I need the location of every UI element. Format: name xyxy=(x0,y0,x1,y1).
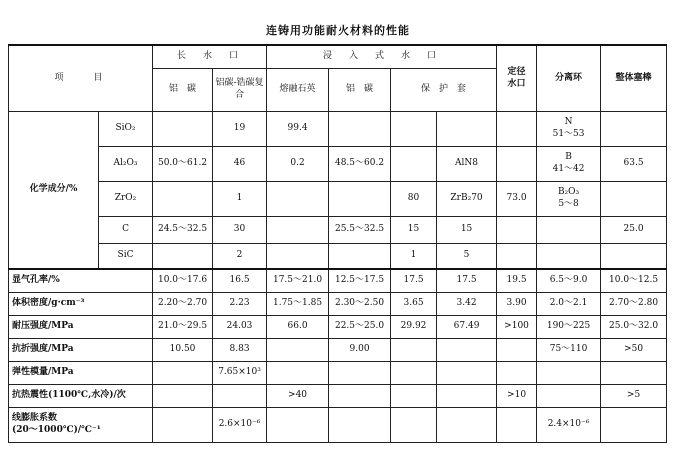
table-cell: 8.83 xyxy=(213,339,267,362)
header-sizing-nozzle-line1: 定径 xyxy=(507,66,526,77)
table-cell xyxy=(267,408,329,443)
table-cell xyxy=(437,112,497,147)
table-cell: 25.0 xyxy=(601,217,667,244)
table-cell: 0.2 xyxy=(267,147,329,182)
table-cell: 15 xyxy=(437,217,497,244)
table-cell xyxy=(329,112,391,147)
table-cell: 2.20～2.70 xyxy=(153,293,213,316)
table-cell xyxy=(213,385,267,408)
table-cell: >100 xyxy=(497,316,537,339)
table-cell: 29.92 xyxy=(391,316,437,339)
chem-component: ZrO₂ xyxy=(99,182,153,217)
table-cell xyxy=(391,339,437,362)
table-cell: 25.0～32.0 xyxy=(601,316,667,339)
table-cell xyxy=(267,217,329,244)
table-cell xyxy=(267,339,329,362)
table-cell: 12.5～17.5 xyxy=(329,269,391,293)
table-cell: 17.5 xyxy=(391,269,437,293)
table-cell xyxy=(601,408,667,443)
table-cell xyxy=(601,362,667,385)
table-cell xyxy=(601,244,667,270)
table-cell: ZrB₂70 xyxy=(437,182,497,217)
table-cell: 46 xyxy=(213,147,267,182)
table-cell: 2.0～2.1 xyxy=(537,293,601,316)
property-label: 抗热震性(1100℃,水冷)/次 xyxy=(9,385,153,408)
header-submerged-nozzle: 浸 入 式 水 口 xyxy=(267,45,497,69)
table-cell: 190～225 xyxy=(537,316,601,339)
table-row xyxy=(9,217,667,244)
table-cell: 3.42 xyxy=(437,293,497,316)
table-cell xyxy=(267,244,329,270)
property-label: 显气孔率/% xyxy=(9,269,153,293)
table-cell: 1 xyxy=(213,182,267,217)
table-cell xyxy=(391,112,437,147)
table-cell xyxy=(391,408,437,443)
table-cell xyxy=(437,408,497,443)
table-cell: 10.50 xyxy=(153,339,213,362)
table-row xyxy=(9,147,667,182)
property-label-line1: 线膨胀系数 xyxy=(12,413,58,424)
table-cell-line2: 5～8 xyxy=(558,199,579,209)
header-sub-protective-sleeve: 保 护 套 xyxy=(391,69,497,112)
table-cell: 2.4×10⁻⁶ xyxy=(537,408,601,443)
table-cell: >50 xyxy=(601,339,667,362)
table-cell: 10.0～17.6 xyxy=(153,269,213,293)
table-cell: AlN8 xyxy=(437,147,497,182)
table-cell: 99.4 xyxy=(267,112,329,147)
table-cell xyxy=(329,244,391,270)
table-cell: 63.5 xyxy=(601,147,667,182)
table-cell xyxy=(437,362,497,385)
table-row xyxy=(9,182,667,217)
table-cell xyxy=(537,147,601,182)
table-cell xyxy=(267,182,329,217)
table-row xyxy=(9,362,667,385)
table-cell: 75～110 xyxy=(537,339,601,362)
table-cell: >5 xyxy=(601,385,667,408)
table-cell xyxy=(537,244,601,270)
table-cell xyxy=(497,362,537,385)
table-cell: 6.5～9.0 xyxy=(537,269,601,293)
table-cell xyxy=(437,385,497,408)
table-cell xyxy=(329,182,391,217)
table-cell: 19 xyxy=(213,112,267,147)
table-cell xyxy=(601,112,667,147)
table-cell xyxy=(391,147,437,182)
table-row xyxy=(9,408,667,443)
table-cell xyxy=(497,244,537,270)
table-cell: 10.0～12.5 xyxy=(601,269,667,293)
table-cell: 17.5 xyxy=(437,269,497,293)
table-cell: 2 xyxy=(213,244,267,270)
table-cell: 9.00 xyxy=(329,339,391,362)
property-label-line2: (20～1000℃)/℃⁻¹ xyxy=(12,425,101,435)
table-cell xyxy=(497,112,537,147)
properties-table xyxy=(8,44,667,443)
table-cell xyxy=(267,362,329,385)
table-cell xyxy=(329,408,391,443)
table-cell-line1: N xyxy=(564,117,573,128)
table-cell-line2: 41～42 xyxy=(552,164,585,174)
table-cell xyxy=(537,362,601,385)
table-cell: 19.5 xyxy=(497,269,537,293)
table-cell xyxy=(497,339,537,362)
table-row xyxy=(9,112,667,147)
table-cell xyxy=(329,385,391,408)
table-cell xyxy=(153,112,213,147)
header-sizing-nozzle xyxy=(497,45,537,112)
table-cell xyxy=(537,182,601,217)
property-label: 抗折强度/MPa xyxy=(9,339,153,362)
table-cell: 73.0 xyxy=(497,182,537,217)
table-row xyxy=(9,385,667,408)
table-cell xyxy=(391,362,437,385)
table-cell xyxy=(153,385,213,408)
header-long-nozzle: 长 水 口 xyxy=(153,45,267,69)
header-sub-fused-silica: 熔融石英 xyxy=(267,69,329,112)
table-cell: 5 xyxy=(437,244,497,270)
chem-component: SiO₂ xyxy=(99,112,153,147)
header-separation-ring: 分离环 xyxy=(537,45,601,112)
table-cell xyxy=(537,112,601,147)
table-cell: 2.23 xyxy=(213,293,267,316)
table-cell: 1.75～1.85 xyxy=(267,293,329,316)
table-cell: >10 xyxy=(497,385,537,408)
table-cell: 25.5～32.5 xyxy=(329,217,391,244)
table-cell: 3.65 xyxy=(391,293,437,316)
table-cell: 48.5～60.2 xyxy=(329,147,391,182)
header-item: 项 目 xyxy=(9,45,153,112)
table-cell: 2.6×10⁻⁶ xyxy=(213,408,267,443)
chem-component: C xyxy=(99,217,153,244)
table-cell: >40 xyxy=(267,385,329,408)
property-label xyxy=(9,408,153,443)
table-cell: 3.90 xyxy=(497,293,537,316)
table-cell: 17.5～21.0 xyxy=(267,269,329,293)
table-cell xyxy=(537,385,601,408)
property-label: 弹性模量/MPa xyxy=(9,362,153,385)
table-cell xyxy=(497,147,537,182)
table-cell xyxy=(329,362,391,385)
table-cell xyxy=(601,182,667,217)
table-cell: 30 xyxy=(213,217,267,244)
table-cell: 24.03 xyxy=(213,316,267,339)
table-row xyxy=(9,316,667,339)
property-label: 体积密度/g·cm⁻³ xyxy=(9,293,153,316)
table-cell xyxy=(153,408,213,443)
table-cell: 15 xyxy=(391,217,437,244)
table-row xyxy=(9,339,667,362)
table-row xyxy=(9,293,667,316)
table-cell-line1: B xyxy=(565,152,572,163)
property-label: 耐压强度/MPa xyxy=(9,316,153,339)
table-cell: 7.65×10³ xyxy=(213,362,267,385)
table-cell xyxy=(391,385,437,408)
table-cell xyxy=(153,362,213,385)
header-sub-alumina-carbon-2: 铝 碳 xyxy=(329,69,391,112)
table-cell-line1: B₂O₃ xyxy=(557,187,580,198)
table-row xyxy=(9,244,667,270)
table-cell xyxy=(153,182,213,217)
table-cell: 22.5～25.0 xyxy=(329,316,391,339)
table-cell: 50.0～61.2 xyxy=(153,147,213,182)
table-cell: 1 xyxy=(391,244,437,270)
chem-component: SiC xyxy=(99,244,153,270)
table-cell: 2.30～2.50 xyxy=(329,293,391,316)
table-title: 连铸用功能耐火材料的性能 xyxy=(266,24,410,37)
table-cell xyxy=(497,217,537,244)
table-cell: 67.49 xyxy=(437,316,497,339)
header-stopper: 整体塞棒 xyxy=(601,45,667,112)
table-cell xyxy=(537,217,601,244)
table-cell: 21.0～29.5 xyxy=(153,316,213,339)
header-sub-composite: 铝碳-锆碳复合 xyxy=(213,69,267,112)
table-cell xyxy=(437,339,497,362)
table-cell-line2: 51～53 xyxy=(552,129,585,139)
table-row xyxy=(9,269,667,293)
table-cell: 66.0 xyxy=(267,316,329,339)
table-cell: 24.5～32.5 xyxy=(153,217,213,244)
chem-composition-label: 化学成分/% xyxy=(9,112,99,270)
chem-component: Al₂O₃ xyxy=(99,147,153,182)
table-cell: 80 xyxy=(391,182,437,217)
header-sub-alumina-carbon: 铝 碳 xyxy=(153,69,213,112)
header-sizing-nozzle-line2: 水口 xyxy=(507,78,526,89)
table-cell: 16.5 xyxy=(213,269,267,293)
table-cell xyxy=(153,244,213,270)
table-cell: 2.70～2.80 xyxy=(601,293,667,316)
table-cell xyxy=(497,408,537,443)
